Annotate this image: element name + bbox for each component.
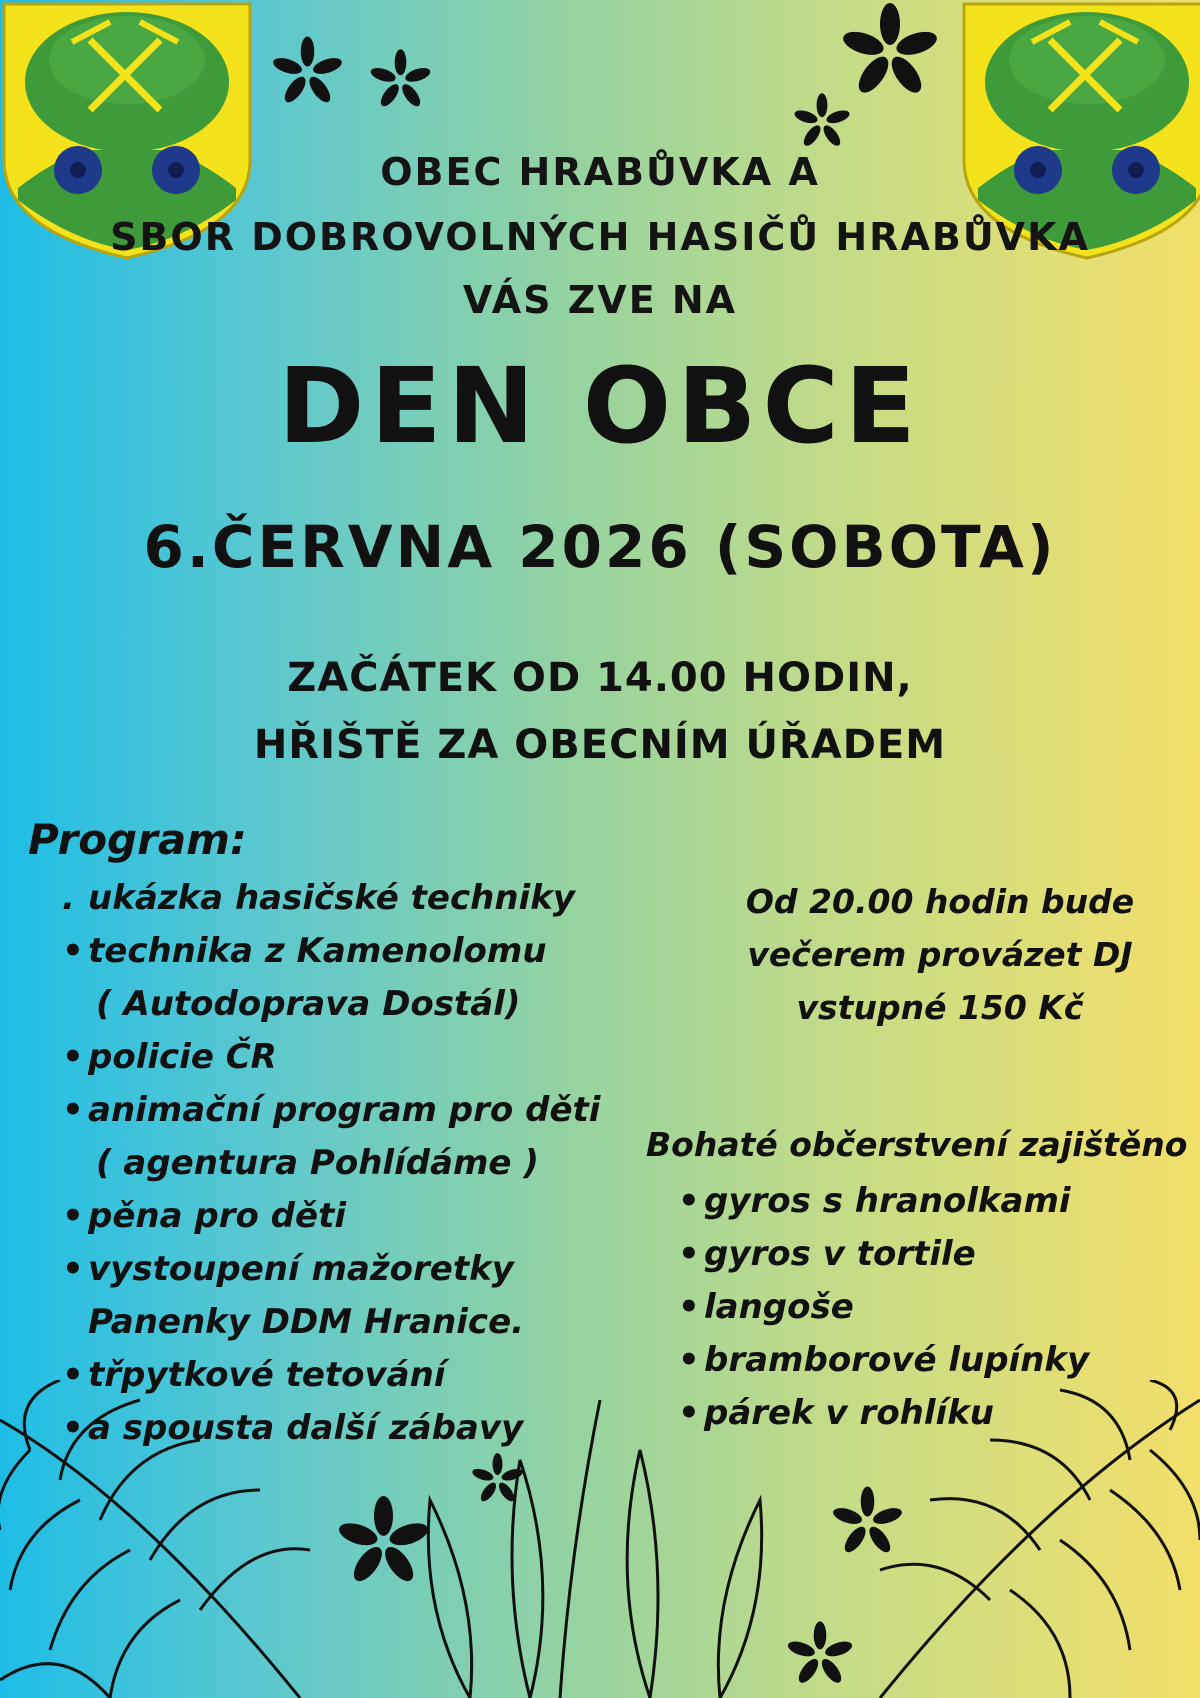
organizer-line-1: OBEC HRABŮVKA A (380, 150, 820, 194)
flower-icon (368, 48, 433, 113)
admission-fee: vstupné 150 Kč (796, 988, 1084, 1027)
food-heading: Bohaté občerstvení zajištěno (646, 1125, 1188, 1164)
program-item: . ukázka hasičské techniky (62, 878, 575, 918)
food-item: • gyros v tortile (678, 1234, 976, 1274)
program-item-note: ( Autodoprava Dostál) (96, 984, 521, 1024)
evening-line-2: večerem provázet DJ (747, 935, 1133, 974)
flower-icon (785, 1620, 855, 1690)
flower-icon (470, 1452, 525, 1507)
program-item: • pěna pro děti (62, 1196, 346, 1236)
event-title: DEN OBCE (278, 345, 922, 467)
program-item: • policie ČR (62, 1037, 277, 1077)
evening-info (680, 875, 1200, 1034)
program-item: • technika z Kamenolomu (62, 931, 547, 971)
program-item: • třpytkové tetování (62, 1355, 446, 1395)
program-item: • vystoupení mažoretky (62, 1249, 514, 1289)
flower-icon (336, 1495, 431, 1590)
flower-icon (830, 1485, 905, 1560)
invite-line: VÁS ZVE NA (462, 278, 738, 322)
program-item: • animační program pro děti (62, 1090, 601, 1130)
food-item: • langoše (678, 1287, 854, 1327)
evening-line-1: Od 20.00 hodin bude (745, 882, 1135, 921)
food-item: • párek v rohlíku (678, 1393, 995, 1433)
event-date: 6.ČERVNA 2026 (SOBOTA) (143, 513, 1057, 581)
program-list (62, 872, 600, 1455)
flower-icon (792, 92, 852, 152)
organizer-line-2: SBOR DOBROVOLNÝCH HASIČŮ HRABŮVKA (110, 215, 1090, 259)
food-item: • gyros s hranolkami (678, 1181, 1071, 1221)
food-item: • bramborové lupínky (678, 1340, 1090, 1380)
flower-icon (840, 2, 940, 102)
venue: HŘIŠTĚ ZA OBECNÍM ÚŘADEM (253, 722, 947, 768)
program-item: • a spousta další zábavy (62, 1408, 524, 1448)
start-time: ZAČÁTEK OD 14.00 HODIN, (287, 655, 913, 701)
program-item-note: Panenky DDM Hranice. (88, 1302, 525, 1342)
flower-icon (270, 35, 345, 110)
fern-leaves-icon (0, 1380, 1200, 1698)
program-heading: Program: (28, 815, 247, 864)
program-item-note: ( agentura Pohlídáme ) (96, 1143, 539, 1183)
